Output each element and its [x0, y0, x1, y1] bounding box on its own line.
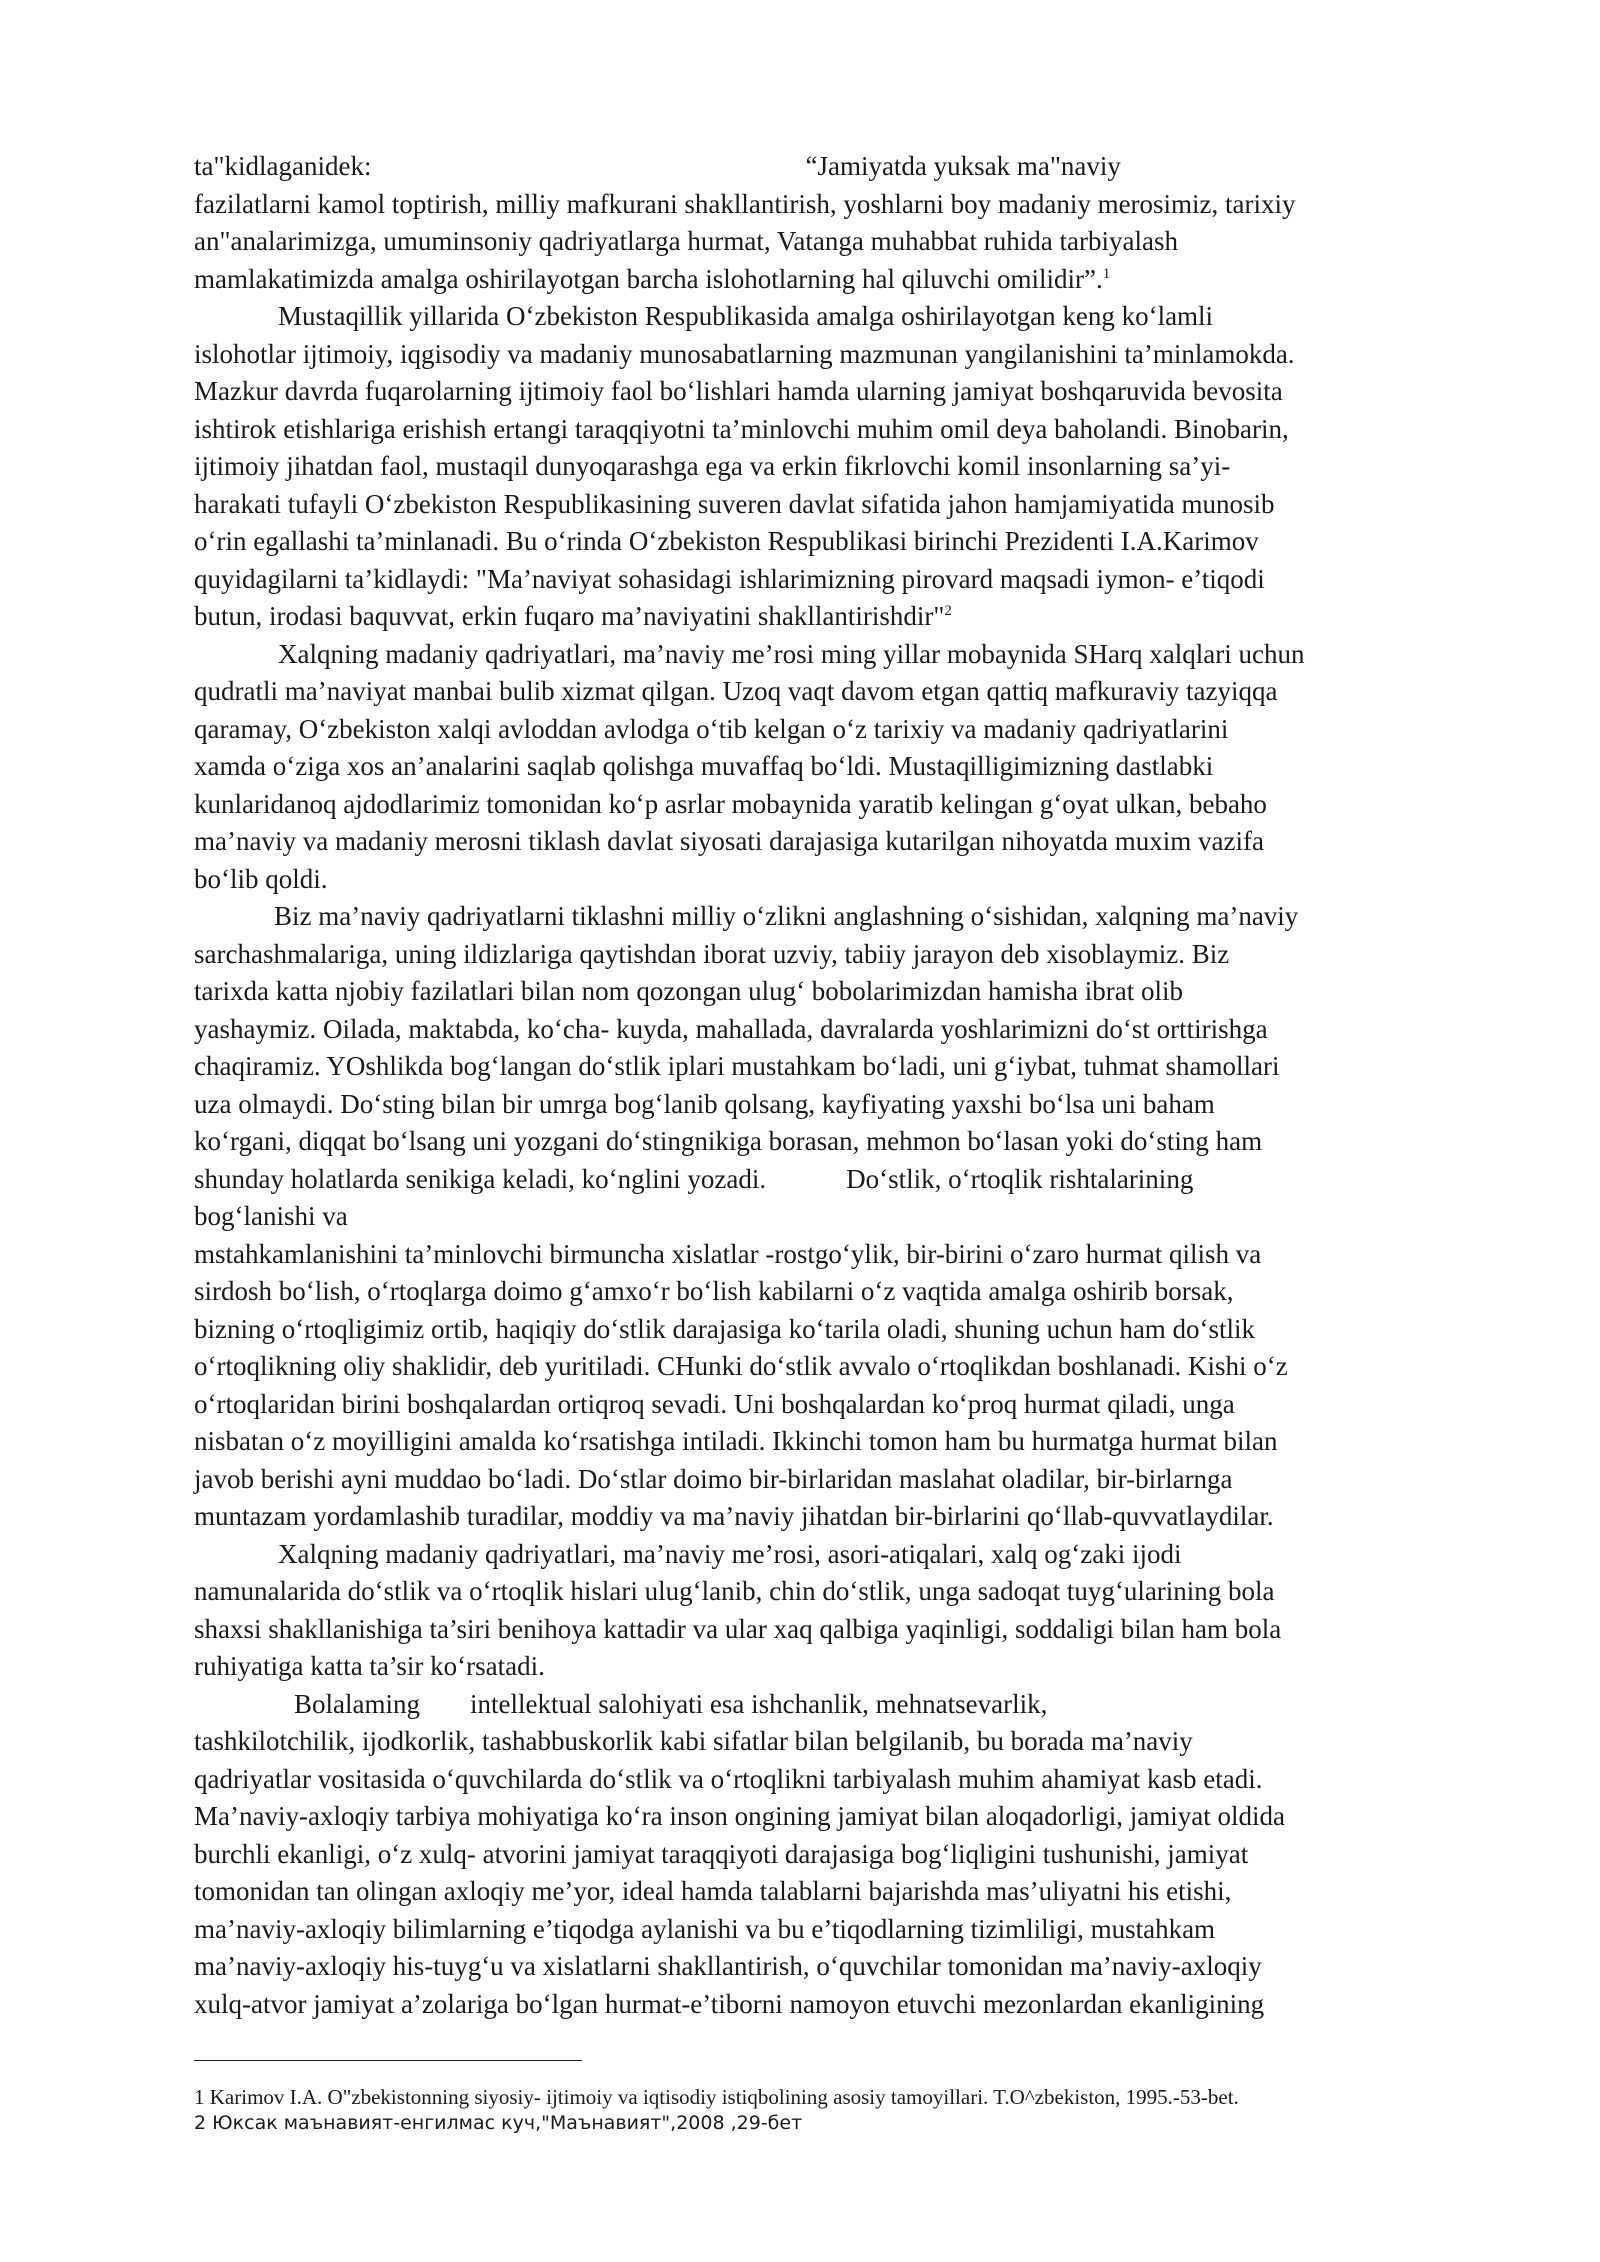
text-line: bog‘lanishi va [194, 1201, 348, 1231]
text-line: javob berishi ayni muddao bo‘ladi. Do‘stlar doimo bir-birlaridan maslahat oladilar, bir-birlarnga [194, 1463, 1233, 1494]
text-line: fazilatlarni kamol toptirish, milliy mafkurani shakllantirish, yoshlarni boy madaniy merosimiz, tarixiy [194, 188, 1296, 219]
text-line: quyidagilarni ta’kidlaydi: "Ma’naviyat sohasidagi ishlarimizning pirovard maqsadi iymon- e’tiqodi [194, 563, 1265, 594]
text-run: mamlakatimizda amalga oshirilayotgan barcha islohotlarning hal qiluvchi omilidir”. [194, 263, 1103, 294]
text-line: Mustaqillik yillarida O‘zbekiston Respublikasida amalga oshirilayotgan keng ko‘lamli [278, 301, 1214, 331]
text-line: islohotlar ijtimoiy, iqgisodiy va madaniy munosabatlarning mazmunan yangilanishini ta’minlamokda. [194, 338, 1295, 369]
text-line: Xalqning madaniy qadriyatlari, ma’naviy me’rosi ming yillar mobaynida SHarq xalqlari uchun [278, 638, 1305, 669]
footnote-1: 1 Karimov I.A. O"zbekistonning siyosiy- ijtimoiy va iqtisodiy istiqbolining asosiy tamoyillari. T.O^zbekiston, 1995.-53-bet. [194, 2085, 1239, 2109]
footnote-2: 2 Юксак маънавият-енгилмас куч,"Маънавият",2008 ,29-бет [194, 2112, 803, 2134]
text-line: chaqiramiz. YOshlikda bog‘langan do‘stlik iplari mustahkam bo‘ladi, uni g‘iybat, tuhmat shamollari [194, 1051, 1280, 1081]
text-line: muntazam yordamlashib turadilar, moddiy va ma’naviy jihatdan bir-birlarini qo‘llab-quvvatlaydilar. [194, 1501, 1274, 1531]
text-line: Biz ma’naviy qadriyatlarni tiklashni milliy o‘zlikni anglashning o‘sishidan, xalqning ma’naviy [274, 901, 1299, 931]
text-line: uza olmaydi. Do‘sting bilan bir umrga bog‘lanib qolsang, kayfiyating yaxshi bo‘lsa uni baham [194, 1088, 1215, 1119]
footnote-ref: 1 [1102, 265, 1111, 282]
text-line: harakati tufayli O‘zbekiston Respublikasining suveren davlat sifatida jahon hamjamiyatida munosib [194, 488, 1275, 519]
text-line: yashaymiz. Oilada, maktabda, ko‘cha- kuyda, mahallada, davralarda yoshlarimizni do‘st orttirishga [194, 1013, 1268, 1044]
text-line: shaxsi shakllanishiga ta’siri benihoya kattadir va ular xaq qalbiga yaqinligi, soddaligi bilan ham bola [194, 1613, 1282, 1644]
text-line: qudratli ma’naviyat manbai bulib xizmat qilgan. Uzoq vaqt davom etgan qattiq mafkuraviy tazyiqqa [194, 676, 1278, 706]
text-line: namunalarida do‘stlik va o‘rtoqlik hislari ulug‘lanib, chin do‘stlik, unga sadoqat tuyg‘ularining bola [194, 1576, 1275, 1606]
text-line [194, 1686, 1524, 1724]
text-line: Mazkur davrda fuqarolarning ijtimoiy faol bo‘lishlari hamda ularning jamiyat boshqaruvida bevosita [194, 376, 1283, 406]
text-line: Xalqning madaniy qadriyatlari, ma’naviy me’rosi, asori-atiqalari, xalq og‘zaki ijodi [278, 1538, 1182, 1569]
text-line: kunlaridanoq ajdodlarimiz tomonidan ko‘p asrlar mobaynida yaratib kelingan g‘oyat ulkan, bebaho [194, 788, 1267, 819]
text-line: mstahkamlanishini ta’minlovchi birmuncha xislatlar -rostgo‘ylik, bir-birini o‘zaro hurmat qilish va [194, 1238, 1262, 1269]
text-line: sarchashmalariga, uning ildizlariga qaytishdan iborat uzviy, tabiiy jarayon deb xisoblaymiz. Biz [194, 938, 1230, 969]
text-line [194, 1161, 1524, 1199]
text-line: tarixda katta njobiy fazilatlari bilan nom qozongan ulug‘ bobolarimizdan hamisha ibrat olib [194, 976, 1183, 1006]
text-line: Ma’naviy-axloqiy tarbiya mohiyatiga ko‘ra inson ongining jamiyat bilan aloqadorligi, jamiyat oldida [194, 1801, 1285, 1831]
text-line: o‘rtoqlikning oliy shaklidir, deb yuritiladi. CHunki do‘stlik avvalo o‘rtoqlikdan boshlanadi. Kishi o‘z [194, 1351, 1288, 1381]
text-line: o‘rtoqlaridan birini boshqalardan ortiqroq sevadi. Uni boshqalardan ko‘proq hurmat qiladi, unga [194, 1388, 1235, 1419]
text-line: nisbatan o‘z moyilligini amalda ko‘rsatishga intiladi. Ikkinchi tomon ham bu hurmatga hurmat bilan [194, 1426, 1278, 1456]
text-line: ma’naviy-axloqiy his-tuyg‘u va xislatlarni shakllantirish, o‘quvchilar tomonidan ma’naviy-axloqiy [194, 1951, 1262, 1981]
text-run: “Jamiyatda yuksak ma"naviy [805, 151, 1121, 181]
footnote-ref: 2 [944, 603, 952, 619]
text-line: qadriyatlar vositasida o‘quvchilarda do‘stlik va o‘rtoqlikni tarbiyalash muhim ahamiyat kasb etadi. [194, 1763, 1263, 1794]
text-line: o‘rin egallashi ta’minlanadi. Bu o‘rinda O‘zbekiston Respublikasi birinchi Prezidenti I.A.Karimov [194, 526, 1259, 556]
footnote-separator [194, 2060, 582, 2061]
text-line [194, 148, 1524, 186]
text-line: tomonidan tan olingan axloqiy me’yor, ideal hamda talablarni bajarishda mas’uliyatni his etishi, [194, 1876, 1232, 1906]
text-line: an"analarimizga, umuminsoniy qadriyatlarga hurmat, Vatanga muhabbat ruhida tarbiyalash [194, 226, 1178, 256]
text-line: bizning o‘rtoqligimiz ortib, haqiqiy do‘stlik darajasiga ko‘tarila oladi, shuning uchun ham do‘stlik [194, 1313, 1256, 1344]
document-body [194, 148, 1524, 2023]
text-line: ijtimoiy jihatdan faol, mustaqil dunyoqarashga ega va erkin fikrlovchi komil insonlarning sa’yi- [194, 451, 1231, 481]
text-line: ruhiyatiga katta ta’sir ko‘rsatadi. [194, 1651, 545, 1681]
text-run: shunday holatlarda senikiga keladi, ko‘nglini yozadi. [194, 1163, 767, 1194]
text-run: Do‘stlik, o‘rtoqlik rishtalarining [846, 1163, 1194, 1194]
text-line: ma’naviy-axloqiy bilimlarning e’tiqodga aylanishi va bu e’tiqodlarning tizimliligi, mustahkam [194, 1913, 1216, 1944]
text-line: tashkilotchilik, ijodkorlik, tashabbuskorlik kabi sifatlar bilan belgilanib, bu borada ma’naviy [194, 1726, 1193, 1756]
text-run: intellektual salohiyati esa ishchanlik, mehnatsevarlik, [469, 1688, 1048, 1719]
text-run: butun, irodasi baquvvat, erkin fuqaro ma’naviyatini shakllantirishdir" [194, 601, 945, 631]
text-line: xamda o‘ziga xos an’analarini saqlab qolishga muvaffaq bo‘ldi. Mustaqilligimizning dastlabki [194, 751, 1214, 781]
text-line: bo‘lib qoldi. [194, 863, 328, 894]
text-line [194, 598, 1524, 636]
text-run: ta"kidlaganidek: [194, 151, 372, 181]
text-line [194, 261, 1524, 299]
text-line: sirdosh bo‘lish, o‘rtoqlarga doimo g‘amxo‘r bo‘lish kabilarni o‘z vaqtida amalga oshirib borsak, [194, 1276, 1234, 1306]
text-line: ma’naviy va madaniy merosni tiklash davlat siyosati darajasiga kutarilgan nihoyatda muxim vazifa [194, 826, 1264, 856]
text-line: qaramay, O‘zbekiston xalqi avloddan avlodga o‘tib kelgan o‘z tarixiy va madaniy qadriyatlarini [194, 713, 1229, 744]
text-line: ko‘rgani, diqqat bo‘lsang uni yozgani do‘stingnikiga borasan, mehmon bo‘lasan yoki do‘sting ham [194, 1126, 1263, 1156]
text-line: xulq-atvor jamiyat a’zolariga bo‘lgan hurmat-e’tiborni namoyon etuvchi mezonlardan ekanligining [194, 1988, 1265, 2019]
text-line: burchli ekanligi, o‘z xulq- atvorini jamiyat taraqqiyoti darajasiga bog‘liqligini tushunishi, jamiyat [194, 1838, 1249, 1869]
text-line: ishtirok etishlariga erishish ertangi taraqqiyotni ta’minlovchi muhim omil deya baholandi. Binobarin, [194, 413, 1289, 444]
text-run: Bolalaming [294, 1688, 420, 1719]
